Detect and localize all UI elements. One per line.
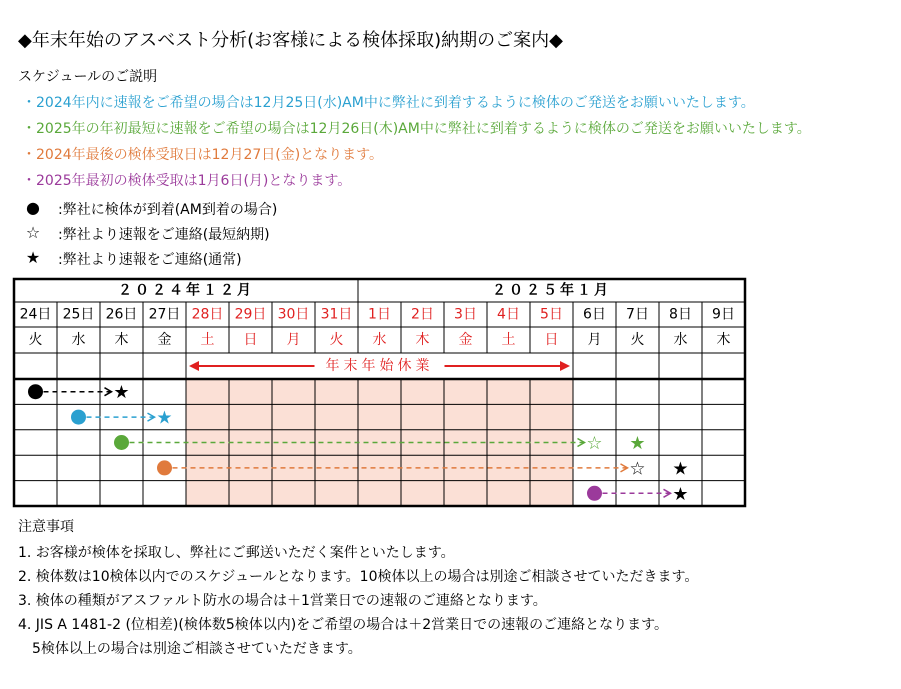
schedule-note: ・2025年最初の検体受取は1月6日(月)となります。 (22, 173, 352, 189)
weekday-label: 月 (587, 332, 602, 348)
schedule-heading: スケジュールのご説明 (18, 69, 158, 85)
day-label: 27日 (148, 306, 181, 323)
report-star: ★ (156, 407, 173, 429)
caution-item: 4. JIS A 1481-2 (位相差)(検体数5検体以内)をご希望の場合は＋2営業日での速報のご連絡となります。 (18, 617, 669, 633)
report-star: ☆ (629, 458, 646, 480)
day-label: 24日 (19, 306, 52, 323)
legend-symbol: ● (26, 198, 40, 217)
weekday-label: 土 (200, 332, 215, 348)
weekday-label: 木 (415, 332, 430, 348)
legend-text: :弊社に検体が到着(AM到着の場合) (58, 202, 278, 218)
weekday-label: 木 (716, 332, 731, 348)
day-label: 2日 (411, 306, 434, 323)
day-label: 8日 (669, 306, 692, 323)
caution-item: 5検体以上の場合は別途ご相談させていただきます。 (18, 641, 362, 657)
legend-text: :弊社より速報をご連絡(最短納期) (58, 227, 270, 243)
closure-label: 年末年始休業 (325, 358, 434, 374)
day-label: 4日 (497, 306, 520, 323)
arrival-dot (114, 435, 129, 450)
day-label: 31日 (320, 306, 353, 323)
legend-symbol: ★ (25, 248, 41, 267)
day-label: 5日 (540, 306, 563, 323)
weekday-label: 水 (673, 332, 688, 348)
day-label: 3日 (454, 306, 477, 323)
day-label: 25日 (62, 306, 95, 323)
report-star: ★ (113, 382, 130, 404)
arrival-dot (28, 384, 43, 399)
weekday-label: 火 (329, 332, 344, 348)
caution-item: 3. 検体の種類がアスファルト防水の場合は＋1営業日での速報のご連絡となります。 (18, 593, 547, 609)
month-header: ２０２４年１２月 (118, 282, 254, 299)
arrival-dot (157, 460, 172, 475)
weekday-label: 月 (286, 332, 301, 348)
caution-item: 1. お客様が検体を採取し、弊社にご郵送いただく案件といたします。 (18, 545, 455, 561)
day-label: 9日 (712, 306, 735, 323)
weekday-label: 水 (71, 332, 86, 348)
weekday-label: 土 (501, 332, 516, 348)
report-star: ☆ (586, 433, 603, 454)
weekday-label: 木 (114, 332, 129, 348)
closure-fill (186, 379, 573, 506)
report-star: ★ (672, 483, 689, 505)
closure-arrow-head (189, 361, 199, 371)
day-label: 26日 (105, 306, 138, 323)
day-label: 29日 (234, 306, 267, 323)
caution-item: 2. 検体数は10検体以内でのスケジュールとなります。10検体以上の場合は別途ご相談させていただきます。 (18, 569, 699, 585)
weekday-label: 日 (243, 332, 258, 348)
weekday-label: 火 (28, 332, 43, 348)
weekday-label: 火 (630, 332, 645, 348)
month-header: ２０２５年１月 (492, 282, 611, 299)
weekday-label: 金 (157, 332, 172, 348)
day-label: 28日 (191, 306, 224, 323)
arrival-dot (71, 410, 86, 425)
day-label: 30日 (277, 306, 310, 323)
schedule-note: ・2024年内に速報をご希望の場合は12月25日(水)AM中に弊社に到着するように検体のご発送をお願いいたします。 (22, 95, 755, 111)
weekday-label: 日 (544, 332, 559, 348)
cautions-heading: 注意事項 (18, 519, 74, 535)
arrival-dot (587, 486, 602, 501)
legend-symbol: ☆ (25, 223, 41, 242)
page-title: ◆年末年始のアスベスト分析(お客様による検体採取)納期のご案内◆ (18, 30, 564, 51)
weekday-label: 金 (458, 332, 473, 348)
day-label: 7日 (626, 306, 649, 323)
closure-arrow-head (560, 361, 570, 371)
weekday-label: 水 (372, 332, 387, 348)
day-label: 1日 (368, 306, 391, 323)
day-label: 6日 (583, 306, 606, 323)
schedule-note: ・2024年最後の検体受取日は12月27日(金)となります。 (22, 147, 384, 163)
legend-text: :弊社より速報をご連絡(通常) (58, 252, 242, 268)
schedule-note: ・2025年の年初最短に速報をご希望の場合は12月26日(木)AM中に弊社に到着するように検体のご発送をお願いいたします。 (22, 121, 811, 137)
report-star: ★ (672, 458, 689, 480)
report-star: ★ (629, 433, 646, 454)
